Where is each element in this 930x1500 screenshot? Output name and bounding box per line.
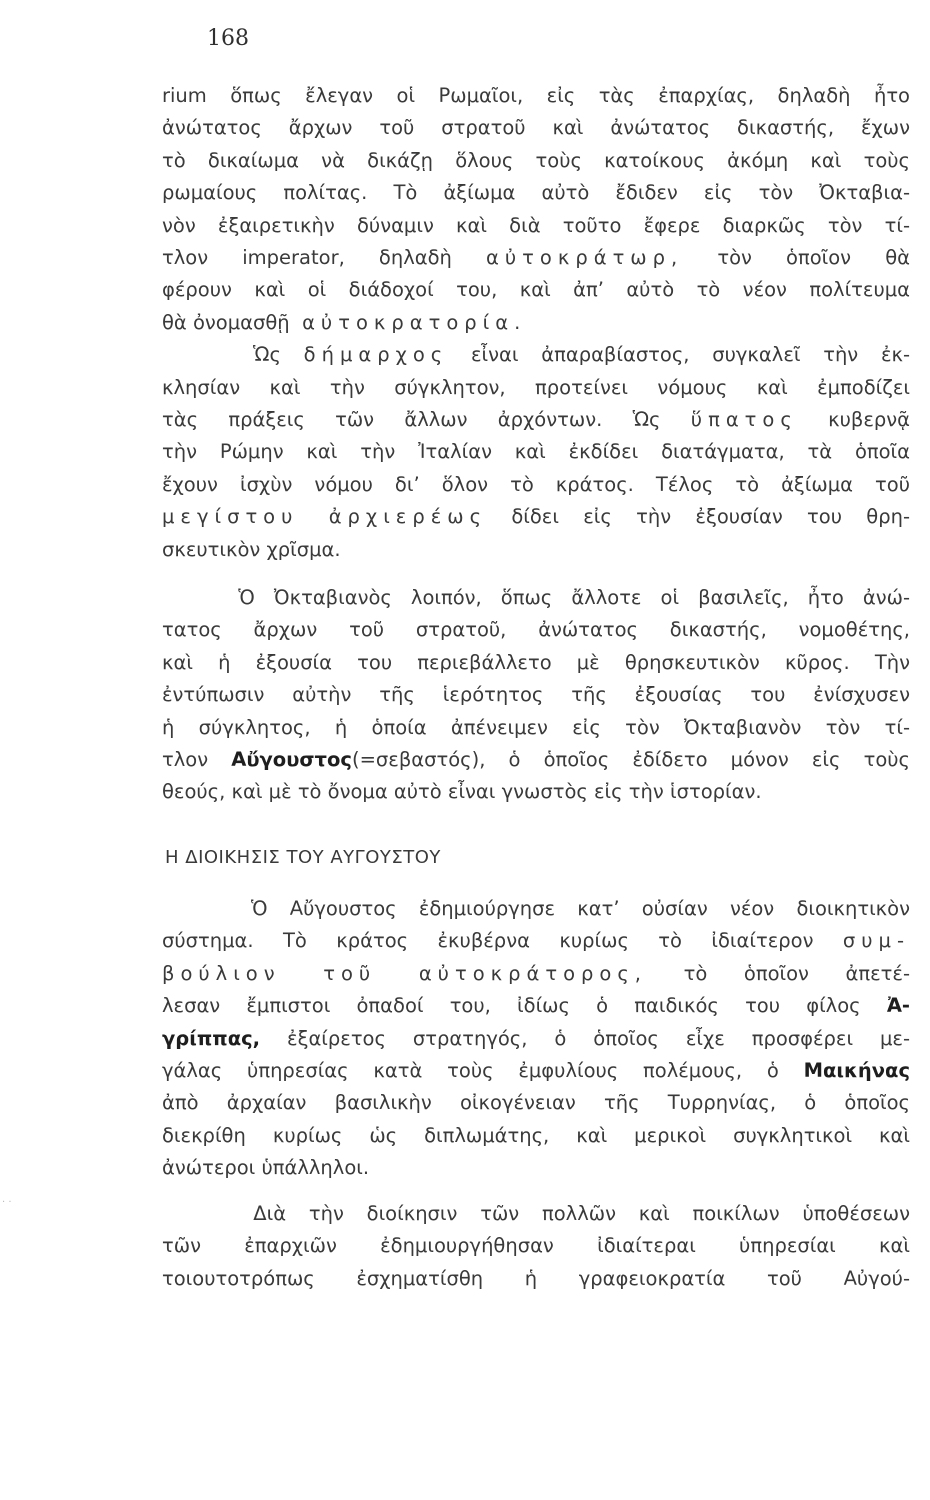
text-line: τὴν Ρώμην καὶ τὴν Ἰταλίαν καὶ ἐκδίδει διατάγματα, τὰ ὁποῖα xyxy=(162,440,910,464)
bold-term: γρίππας, xyxy=(162,1026,261,1050)
text-line: τατος ἄρχων τοῦ στρατοῦ, ἀνώτατος δικαστής, νομοθέτης, xyxy=(162,618,910,642)
text-line: ἀνώτατος ἄρχων τοῦ στρατοῦ καὶ ἀνώτατος δικαστής, ἔχων xyxy=(162,116,910,140)
text-line: ἀνώτεροι ὑπάλληλοι. xyxy=(162,1156,370,1180)
margin-mark: · · xyxy=(2,1197,12,1208)
text-segment: ἐξαίρετος στρατηγός, ὁ ὁποῖος εἶχε προσφέρει με- xyxy=(287,1026,910,1050)
paragraph-4 xyxy=(162,893,910,1185)
text-segment: δίδει εἰς τὴν ἐξουσίαν του θρη- xyxy=(511,505,910,529)
text-line: διεκρίθη κυρίως ὡς διπλωμάτης, καὶ μερικοὶ συγκλητικοὶ καὶ xyxy=(162,1123,910,1147)
text-line: τῶν ἐπαρχιῶν ἐδημιουργήθησαν ἰδιαίτεραι ὑπηρεσίαι καὶ xyxy=(162,1234,910,1258)
text-line xyxy=(162,339,910,371)
text-line xyxy=(162,404,910,436)
text-line: καὶ ἡ ἐξουσία του περιεβάλλετο μὲ θρησκευτικὸν κῦρος. Τὴν xyxy=(162,650,910,674)
section-heading: Η ΔΙΟΙΚΗΣΙΣ ΤΟΥ ΑΥΓΟΥΣΤΟΥ xyxy=(165,847,441,868)
text-line: σκευτικὸν χρῖσμα. xyxy=(162,537,341,561)
text-line xyxy=(162,925,910,957)
text-segment: εἶναι ἀπαραβίαστος, συγκαλεῖ τὴν ἐκ- xyxy=(471,343,911,367)
paragraph-5 xyxy=(162,1198,910,1295)
spaced-term: μεγίστου ἀρχιερέως xyxy=(162,505,488,529)
text-line: ρωμαίους πολίτας. Τὸ ἀξίωμα αὐτὸ ἔδιδεν εἰς τὸν Ὀκταβια- xyxy=(162,181,910,205)
text-line xyxy=(162,958,910,990)
text-line: φέρουν καὶ οἱ διάδοχοί του, καὶ ἀπ’ αὐτὸ τὸ νέον πολίτευμα xyxy=(162,278,910,302)
bold-term: Αὔγουστος xyxy=(231,748,352,772)
text-segment: κυβερνᾷ xyxy=(828,408,910,432)
spaced-term: αὐτοκρατορία. xyxy=(302,310,527,334)
text-segment: τὰς πράξεις τῶν ἄλλων ἀρχόντων. Ὡς xyxy=(162,408,661,432)
spaced-term: δήμαρχος xyxy=(303,343,449,367)
text-segment: σύστημα. Τὸ κράτος ἐκυβέρνα κυρίως τὸ ἰδιαίτερον xyxy=(162,929,814,953)
text-line xyxy=(162,307,910,339)
spaced-term: αὐτοκράτωρ, xyxy=(486,246,684,270)
text-segment: Ὁ Ὀκταβιανὸς λοιπόν, ὅπως ἄλλοτε οἱ βασιλεῖς, ἦτο ἀνώ- xyxy=(238,586,911,609)
text-line xyxy=(162,582,910,614)
text-line xyxy=(162,501,910,533)
bold-term: Ἀ- xyxy=(886,994,910,1018)
text-line xyxy=(162,242,910,274)
text-segment: Διὰ τὴν διοίκησιν τῶν πολλῶν καὶ ποικίλων ὑποθέσεων xyxy=(253,1202,911,1225)
paragraph-3 xyxy=(162,582,910,809)
text-segment: τλον xyxy=(162,748,209,772)
text-line xyxy=(162,893,910,925)
text-line xyxy=(162,1198,910,1230)
text-line xyxy=(162,990,910,1022)
text-segment: λεσαν ἔμπιστοι ὀπαδοί του, ἰδίως ὁ παιδικός του φίλος xyxy=(162,994,861,1018)
text-line: ἀπὸ ἀρχαίαν βασιλικὴν οἰκογένειαν τῆς Τυρρηνίας, ὁ ὁποῖος xyxy=(162,1091,910,1115)
text-line: ἐντύπωσιν αὐτὴν τῆς ἱερότητος τῆς ἐξουσίας του ἐνίσχυσεν xyxy=(162,683,910,707)
text-line: θεούς, καὶ μὲ τὸ ὄνομα αὐτὸ εἶναι γνωστὸς εἰς τὴν ἱστορίαν. xyxy=(162,780,762,804)
spaced-term: βούλιον τοῦ αὐτοκράτορος, xyxy=(162,961,647,985)
text-segment: Ὡς xyxy=(253,343,281,367)
text-line: τοιουτοτρόπως ἐσχηματίσθη ἡ γραφειοκρατία τοῦ Αὐγού- xyxy=(162,1266,910,1290)
paragraph-1 xyxy=(162,80,910,566)
text-segment: γάλας ὑπηρεσίας κατὰ τοὺς ἐμφυλίους πολέμους, ὁ xyxy=(162,1059,779,1083)
text-line xyxy=(162,1023,910,1055)
spaced-term: συμ- xyxy=(842,929,910,953)
text-line xyxy=(162,744,910,776)
text-segment: τὸ ὁποῖον ἀπετέ- xyxy=(683,961,910,985)
text-line: rium ὅπως ἔλεγαν οἱ Ρωμαῖοι, εἰς τὰς ἐπαρχίας, δηλαδὴ ἦτο xyxy=(162,84,910,107)
text-segment: (=σεβαστός), ὁ ὁποῖος ἐδίδετο μόνον εἰς τοὺς xyxy=(351,748,910,772)
text-line: ἔχουν ἰσχὺν νόμου δι’ ὅλον τὸ κράτος. Τέλος τὸ ἀξίωμα τοῦ xyxy=(162,472,910,496)
text-line: κλησίαν καὶ τὴν σύγκλητον, προτείνει νόμους καὶ ἐμποδίζει xyxy=(162,375,910,399)
bold-term: Μαικήνας xyxy=(803,1059,910,1083)
text-segment: τλον imperator, δηλαδὴ xyxy=(162,246,452,270)
page-number: 168 xyxy=(207,26,249,51)
text-line: τὸ δικαίωμα νὰ δικάζῃ ὅλους τοὺς κατοίκους ἀκόμη καὶ τοὺς xyxy=(162,148,910,172)
text-line: ἡ σύγκλητος, ἡ ὁποία ἀπένειμεν εἰς τὸν Ὀκταβιανὸν τὸν τί- xyxy=(162,715,910,739)
text-line xyxy=(162,1055,910,1087)
text-line: νὸν ἐξαιρετικὴν δύναμιν καὶ διὰ τοῦτο ἔφερε διαρκῶς τὸν τί- xyxy=(162,213,910,237)
text-segment: Ὁ Αὔγουστος ἐδημιούργησε κατ’ οὐσίαν νέον διοικητικὸν xyxy=(250,897,911,920)
spaced-term: ὕπατος xyxy=(690,408,798,432)
text-segment: τὸν ὁποῖον θὰ xyxy=(717,246,910,270)
text-segment: θὰ ὀνομασθῇ xyxy=(162,310,290,334)
